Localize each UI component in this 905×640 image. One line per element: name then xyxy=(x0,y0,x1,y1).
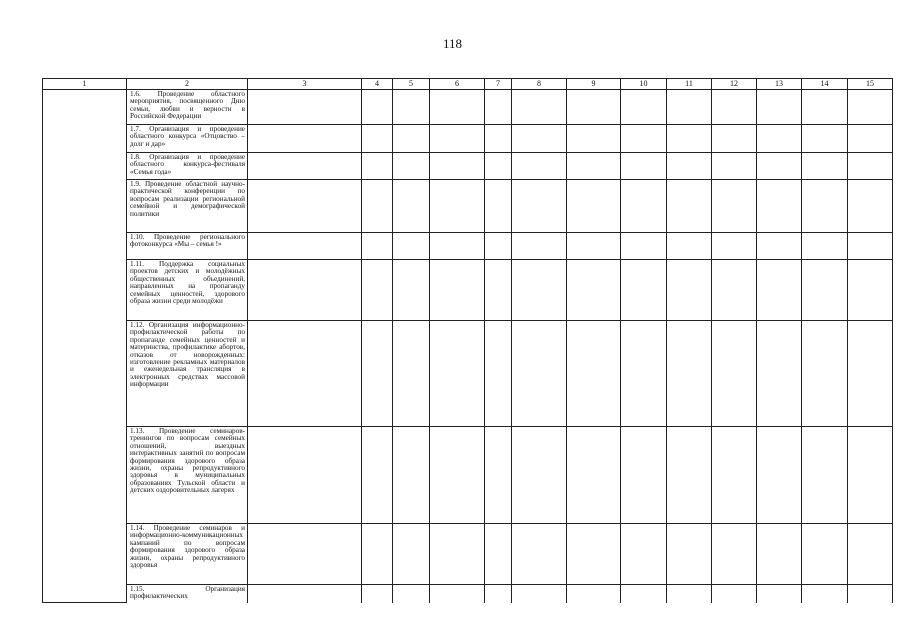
table-row xyxy=(43,321,893,427)
measures-table xyxy=(42,78,893,603)
column-number-row xyxy=(43,79,893,90)
column-number: 14 xyxy=(802,79,848,90)
column-number: 5 xyxy=(393,79,430,90)
column-number: 6 xyxy=(430,79,485,90)
column-number: 9 xyxy=(567,79,621,90)
column-number: 15 xyxy=(848,79,893,90)
table-row xyxy=(43,427,893,524)
measure-description: 1.9. Проведение областной научно-практической конференции по вопросам реализации региональной семейной и демографической политики xyxy=(127,180,248,233)
measure-description: 1.14. Проведение семинаров и информационно-коммуникационных кампаний по вопросам формирования здорового образа жизни, охраны репродуктивного здоровья xyxy=(127,524,248,585)
table-row xyxy=(43,585,893,603)
column-number: 4 xyxy=(362,79,393,90)
measure-description: 1.7. Организация и проведение областного конкурса «Отцовство – долг и дар» xyxy=(127,125,248,153)
table-row xyxy=(43,524,893,585)
table-row xyxy=(43,180,893,233)
column-number: 12 xyxy=(712,79,757,90)
measure-description: 1.11. Поддержка социальных проектов детских и молодёжных общественных объединений, направленных на пропаганду семейных ценностей, здорового образа жизни среди молодёжи xyxy=(127,260,248,321)
measure-description: 1.6. Проведение областного мероприятия, посвященного Дню семьи, любви и верности в Российской Федерации xyxy=(127,90,248,125)
table-row xyxy=(43,90,893,125)
table-row xyxy=(43,233,893,260)
page-number: 118 xyxy=(442,36,463,51)
measure-description: 1.12. Организация информационно-профилактической работы по пропаганде семейных ценностей и материнства, профилактике абортов, отказов от новорожденных: изготовление рекламных материалов и еженедельная трансляция в электронных средствах массовой информации xyxy=(127,321,248,427)
column-number: 8 xyxy=(512,79,567,90)
measure-description: 1.8. Организация и проведение областного конкурса-фестиваля «Семья года» xyxy=(127,153,248,180)
measure-description: 1.15. Организация профилактических xyxy=(127,585,248,603)
table-row xyxy=(43,260,893,321)
measure-description: 1.10. Проведение регионального фотоконкурса «Мы – семья !» xyxy=(127,233,248,260)
column-number: 7 xyxy=(485,79,512,90)
column-number: 2 xyxy=(127,79,248,90)
column-number: 13 xyxy=(757,79,802,90)
table-row xyxy=(43,125,893,153)
table-row xyxy=(43,153,893,180)
section-cell xyxy=(43,90,127,603)
column-number: 10 xyxy=(621,79,667,90)
column-number: 11 xyxy=(667,79,712,90)
column-number: 3 xyxy=(248,79,362,90)
measure-description: 1.13. Проведение семинаров-тренингов по вопросам семейных отношений, выездных интерактивных занятий по вопросам формирования здорового образа жизни, охраны репродуктивного здоровья в муниципальных образованиях Тульской области и детских оздоровительных лагерях xyxy=(127,427,248,524)
column-number: 1 xyxy=(43,79,127,90)
